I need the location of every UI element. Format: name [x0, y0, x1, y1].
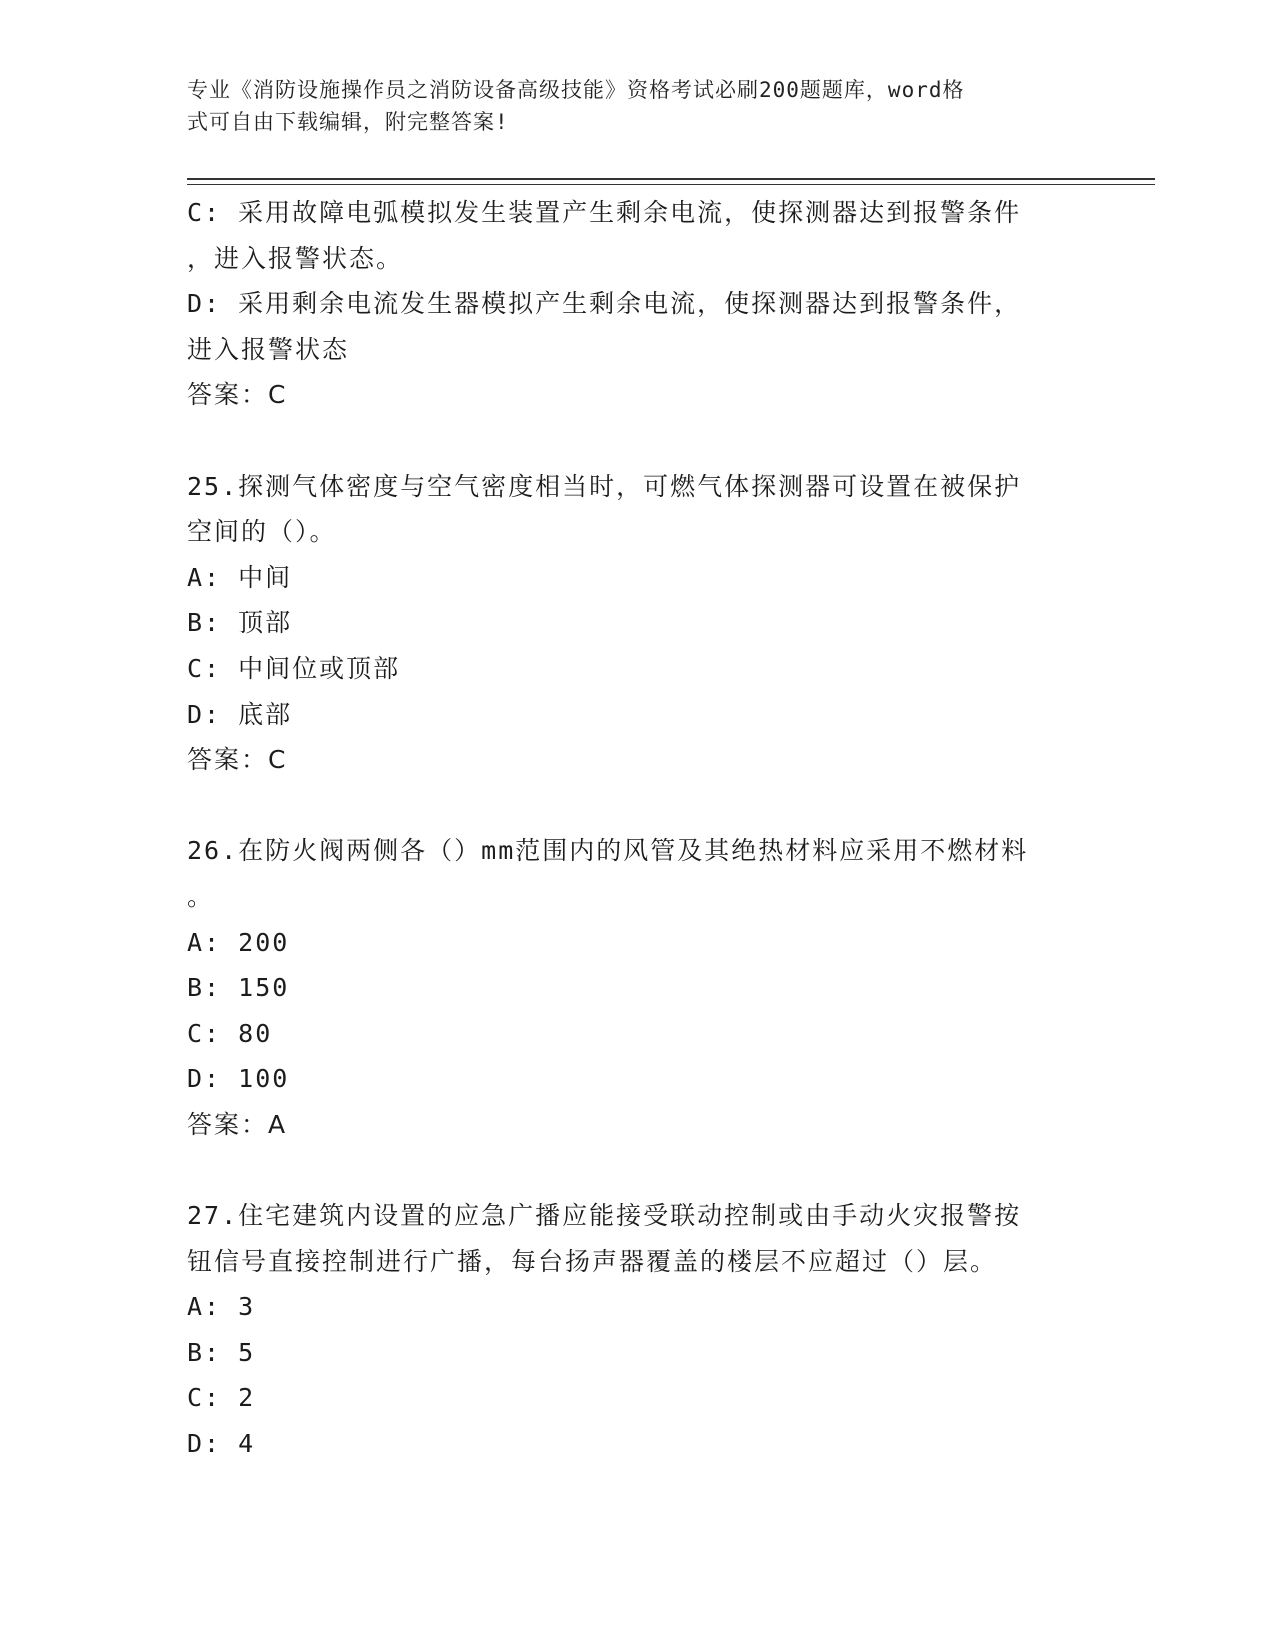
header-line-2: 式可自由下载编辑，附完整答案! [187, 110, 509, 134]
question-26 [187, 828, 1087, 1147]
question-stem: 钮信号直接控制进行广播，每台扬声器覆盖的楼层不应超过（）层。 [187, 1246, 998, 1276]
option-line: ，进入报警状态。 [187, 243, 404, 273]
option-d: D: 底部 [187, 699, 293, 729]
option-a: A: 中间 [187, 562, 293, 592]
option-d [187, 281, 1087, 372]
option-d: D: 100 [187, 1064, 290, 1094]
option-c [187, 190, 1087, 281]
question-stem: 25.探测气体密度与空气密度相当时，可燃气体探测器可设置在被保护 [187, 471, 1022, 501]
option-d: D: 4 [187, 1429, 256, 1459]
option-line: 进入报警状态 [187, 334, 350, 364]
option-b: B: 顶部 [187, 608, 293, 638]
prev-question [187, 190, 1087, 418]
option-b: B: 5 [187, 1337, 256, 1367]
document-header [187, 74, 1077, 138]
spacer [187, 1147, 1087, 1193]
answer-line: 答案：C [187, 745, 288, 775]
question-27 [187, 1193, 1087, 1467]
question-stem: 26.在防火阀两侧各（）mm范围内的风管及其绝热材料应采用不燃材料 [187, 836, 1029, 866]
header-divider-thin [187, 184, 1155, 185]
option-c: C: 中间位或顶部 [187, 653, 401, 683]
option-line: C: 采用故障电弧模拟发生装置产生剩余电流，使探测器达到报警条件 [187, 198, 1022, 227]
spacer [187, 418, 1087, 464]
question-25 [187, 464, 1087, 783]
header-line-1: 专业《消防设施操作员之消防设备高级技能》资格考试必刷200题题库，word格 [187, 78, 965, 102]
option-a: A: 3 [187, 1292, 256, 1322]
option-line: D: 采用剩余电流发生器模拟产生剩余电流，使探测器达到报警条件， [187, 289, 1022, 319]
option-c: C: 80 [187, 1018, 273, 1048]
header-divider-thick [187, 178, 1155, 180]
question-content [187, 190, 1087, 1467]
question-stem: 空间的（）。 [187, 517, 337, 547]
option-a: A: 200 [187, 927, 290, 957]
option-b: B: 150 [187, 973, 290, 1003]
option-c: C: 2 [187, 1383, 256, 1413]
question-stem: 27.住宅建筑内设置的应急广播应能接受联动控制或由手动火灾报警按 [187, 1201, 1022, 1231]
answer-line: 答案：A [187, 1109, 288, 1139]
answer-line: 答案：C [187, 380, 288, 410]
spacer [187, 783, 1087, 829]
question-stem: 。 [187, 881, 215, 911]
